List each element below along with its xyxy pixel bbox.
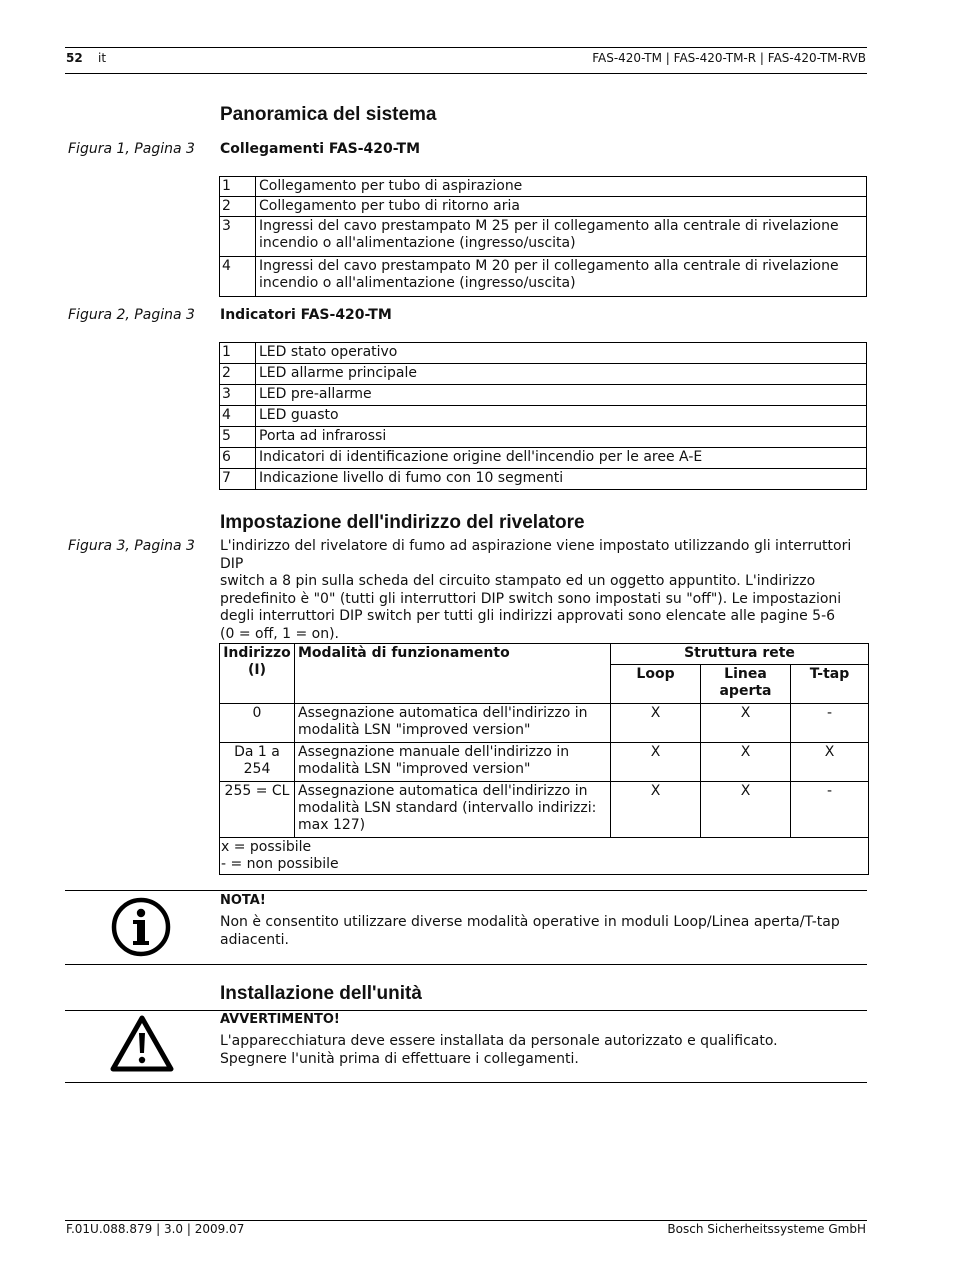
row-number: 3 [220, 385, 256, 406]
table-row [220, 343, 867, 364]
row-text: LED pre-allarme [256, 385, 867, 406]
cell-address: Da 1 a 254 [220, 743, 295, 782]
section-title-system-overview: Panoramica del sistema [220, 104, 437, 125]
table-row [220, 448, 867, 469]
warning-line-1: L'apparecchiatura deve essere installata da personale autorizzato e qualificato. [220, 1033, 778, 1049]
note-rule-top [65, 890, 867, 891]
table-row [220, 364, 867, 385]
cell-mode: Assegnazione automatica dell'indirizzo in modalità LSN standard (intervallo indirizzi: max 127) [295, 782, 611, 838]
warning-rule-bottom [65, 1082, 867, 1083]
header-rule-top [65, 47, 867, 48]
row-text: Indicazione livello di fumo con 10 segmenti [256, 469, 867, 490]
row-text: Ingressi del cavo prestampato M 25 per il collegamento alla centrale di rivelazione incendio o all'alimentazione (ingresso/uscita) [256, 217, 867, 257]
section-title-address-setting: Impostazione dell'indirizzo del rivelatore [220, 512, 585, 533]
warning-rule-top [65, 1010, 867, 1011]
row-number: 2 [220, 364, 256, 385]
row-number: 2 [220, 197, 256, 217]
body-line: switch a 8 pin sulla scheda del circuito stampato ed un oggetto appuntito. L'indirizzo [220, 573, 816, 590]
product-name: FAS-420-TM | FAS-420-TM-R | FAS-420-TM-RVB [592, 51, 866, 65]
header-open-line: Linea aperta [701, 665, 791, 704]
legend-not-possible: - = non possibile [221, 856, 339, 872]
row-text: Ingressi del cavo prestampato M 20 per il collegamento alla centrale di rivelazione incendio o all'alimentazione (ingresso/uscita) [256, 257, 867, 297]
row-number: 1 [220, 343, 256, 364]
warning-title: AVVERTIMENTO! [220, 1012, 340, 1027]
cell-open-line: X [701, 743, 791, 782]
row-text: Collegamento per tubo di aspirazione [256, 177, 867, 197]
table-header-row [220, 644, 869, 665]
table-row [220, 177, 867, 197]
note-title: NOTA! [220, 893, 266, 908]
page-number: 52 [66, 51, 83, 65]
warning-icon [108, 1013, 176, 1079]
row-text: LED stato operativo [256, 343, 867, 364]
cell-address: 0 [220, 704, 295, 743]
indicators-table [219, 342, 867, 490]
cell-address: 255 = CL [220, 782, 295, 838]
header-rule-bottom [65, 73, 867, 74]
table-row [220, 427, 867, 448]
table-row [220, 197, 867, 217]
header-address: Indirizzo (I) [220, 644, 295, 704]
note-rule-bottom [65, 964, 867, 965]
cell-ttap: - [791, 704, 869, 743]
row-text: Collegamento per tubo di ritorno aria [256, 197, 867, 217]
body-line: predefinito è "0" (tutti gli interruttori DIP switch sono impostati su "off"). Le impostazioni [220, 590, 842, 607]
cell-loop: X [611, 704, 701, 743]
note-text: Non è consentito utilizzare diverse modalità operative in moduli Loop/Linea aperta/T-tap adiacenti. [220, 914, 840, 948]
figure-1-caption: Collegamenti FAS-420-TM [220, 141, 421, 157]
body-line: (0 = off, 1 = on). [220, 625, 339, 642]
body-line: L'indirizzo del rivelatore di fumo ad aspirazione viene impostato utilizzando gli interruttori DIP [220, 538, 852, 572]
row-number: 4 [220, 406, 256, 427]
footer-doc-number: F.01U.088.879 | 3.0 | 2009.07 [66, 1222, 245, 1236]
footer-company: Bosch Sicherheitssysteme GmbH [667, 1222, 866, 1236]
header-network-structure: Struttura rete [611, 644, 869, 665]
row-text: LED guasto [256, 406, 867, 427]
table-legend-row [220, 838, 869, 875]
table-row [220, 385, 867, 406]
warning-text [220, 1033, 778, 1068]
row-number: 3 [220, 217, 256, 257]
header-ttap: T-tap [791, 665, 869, 704]
cell-mode: Assegnazione manuale dell'indirizzo in modalità LSN "improved version" [295, 743, 611, 782]
header-loop: Loop [611, 665, 701, 704]
cell-open-line: X [701, 782, 791, 838]
cell-loop: X [611, 782, 701, 838]
language-code: it [98, 51, 107, 65]
row-text: LED allarme principale [256, 364, 867, 385]
figure-2-ref: Figura 2, Pagina 3 [68, 307, 195, 323]
cell-ttap: X [791, 743, 869, 782]
figure-3-ref: Figura 3, Pagina 3 [68, 538, 195, 554]
row-number: 4 [220, 257, 256, 297]
connections-table [219, 176, 867, 297]
table-row [220, 704, 869, 743]
figure-1-ref: Figura 1, Pagina 3 [68, 141, 195, 157]
cell-loop: X [611, 743, 701, 782]
row-number: 5 [220, 427, 256, 448]
cell-mode: Assegnazione automatica dell'indirizzo in modalità LSN "improved version" [295, 704, 611, 743]
table-row [220, 782, 869, 838]
row-number: 6 [220, 448, 256, 469]
table-row [220, 257, 867, 297]
address-body-text [220, 538, 868, 644]
figure-2-caption: Indicatori FAS-420-TM [220, 307, 392, 323]
legend-possible: x = possibile [221, 839, 312, 855]
table-row [220, 217, 867, 257]
table-row [220, 406, 867, 427]
table-row [220, 743, 869, 782]
table-row [220, 469, 867, 490]
warning-line-2: Spegnere l'unità prima di effettuare i collegamenti. [220, 1050, 579, 1067]
table-legend [220, 838, 869, 875]
info-icon [108, 896, 174, 962]
address-table [219, 643, 869, 875]
row-text: Indicatori di identificazione origine dell'incendio per le aree A-E [256, 448, 867, 469]
footer-rule [65, 1220, 867, 1221]
header-mode: Modalità di funzionamento [295, 644, 611, 704]
row-number: 1 [220, 177, 256, 197]
cell-open-line: X [701, 704, 791, 743]
section-title-installation: Installazione dell'unità [220, 983, 422, 1004]
row-text: Porta ad infrarossi [256, 427, 867, 448]
cell-ttap: - [791, 782, 869, 838]
body-line: degli interruttori DIP switch per tutti gli indirizzi approvati sono elencate alle pagine 5-6 [220, 608, 836, 625]
row-number: 7 [220, 469, 256, 490]
